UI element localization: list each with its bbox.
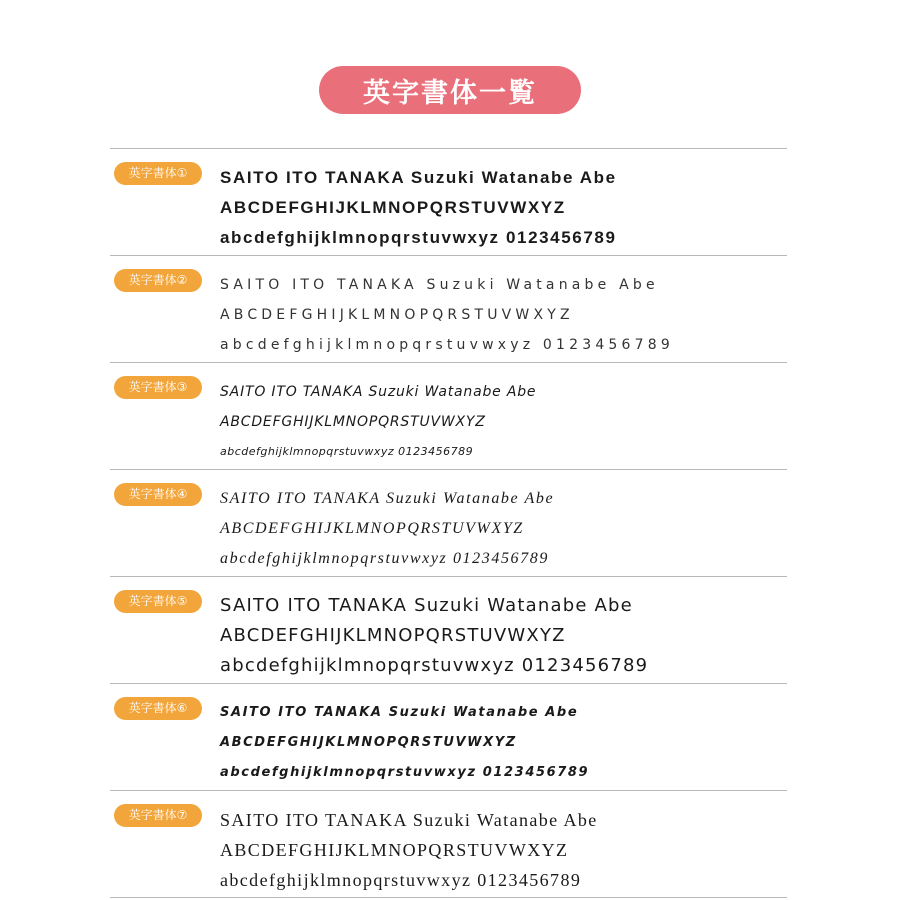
font-row-1 (110, 149, 787, 256)
sample-uppercase: ABCDEFGHIJKLMNOPQRSTUVWXYZ (220, 520, 524, 537)
sample-uppercase: ABCDEFGHIJKLMNOPQRSTUVWXYZ (220, 307, 574, 323)
sample-uppercase: ABCDEFGHIJKLMNOPQRSTUVWXYZ (220, 840, 569, 860)
sample-names: SAITO ITO TANAKA Suzuki Watanabe Abe (220, 595, 633, 616)
sample-names: SAITO ITO TANAKA Suzuki Watanabe Abe (220, 384, 537, 400)
sample-uppercase: ABCDEFGHIJKLMNOPQRSTUVWXYZ (220, 625, 566, 646)
sample-lowercase-digits: abcdefghijklmnopqrstuvwxyz 0123456789 (220, 655, 649, 676)
font-badge: 英字書体① (114, 162, 202, 185)
sample-names: SAITO ITO TANAKA Suzuki Watanabe Abe (220, 810, 598, 830)
sample-uppercase: ABCDEFGHIJKLMNOPQRSTUVWXYZ (220, 198, 566, 217)
sample-names: SAITO ITO TANAKA Suzuki Watanabe Abe (220, 277, 659, 293)
font-row-3 (110, 363, 787, 470)
page-title: 英字書体一覧 (319, 66, 581, 114)
sample-lowercase-digits: abcdefghijklmnopqrstuvwxyz 0123456789 (220, 870, 582, 890)
font-badge: 英字書体③ (114, 376, 202, 399)
font-row-6 (110, 684, 787, 791)
font-badge: 英字書体⑥ (114, 697, 202, 720)
font-row-7 (110, 791, 787, 898)
sample-names: SAITO ITO TANAKA Suzuki Watanabe Abe (220, 490, 555, 507)
font-row-4 (110, 470, 787, 577)
sample-uppercase: ABCDEFGHIJKLMNOPQRSTUVWXYZ (220, 735, 517, 750)
font-list (110, 148, 787, 898)
sample-names: SAITO ITO TANAKA Suzuki Watanabe Abe (220, 168, 617, 187)
font-row-2 (110, 256, 787, 363)
sample-lowercase-digits: abcdefghijklmnopqrstuvwxyz 0123456789 (220, 765, 590, 780)
sample-uppercase: ABCDEFGHIJKLMNOPQRSTUVWXYZ (220, 414, 486, 430)
sample-names: SAITO ITO TANAKA Suzuki Watanabe Abe (220, 705, 579, 720)
sample-lowercase-digits: abcdefghijklmnopqrstuvwxyz 0123456789 (220, 228, 617, 247)
sample-lowercase-digits: abcdefghijklmnopqrstuvwxyz 0123456789 (220, 337, 674, 353)
sample-lowercase-digits: abcdefghijklmnopqrstuvwxyz 0123456789 (220, 445, 474, 458)
font-badge: 英字書体② (114, 269, 202, 292)
font-badge: 英字書体⑤ (114, 590, 202, 613)
font-badge: 英字書体⑦ (114, 804, 202, 827)
sample-lowercase-digits: abcdefghijklmnopqrstuvwxyz 0123456789 (220, 550, 549, 567)
font-badge: 英字書体④ (114, 483, 202, 506)
font-row-5 (110, 577, 787, 684)
